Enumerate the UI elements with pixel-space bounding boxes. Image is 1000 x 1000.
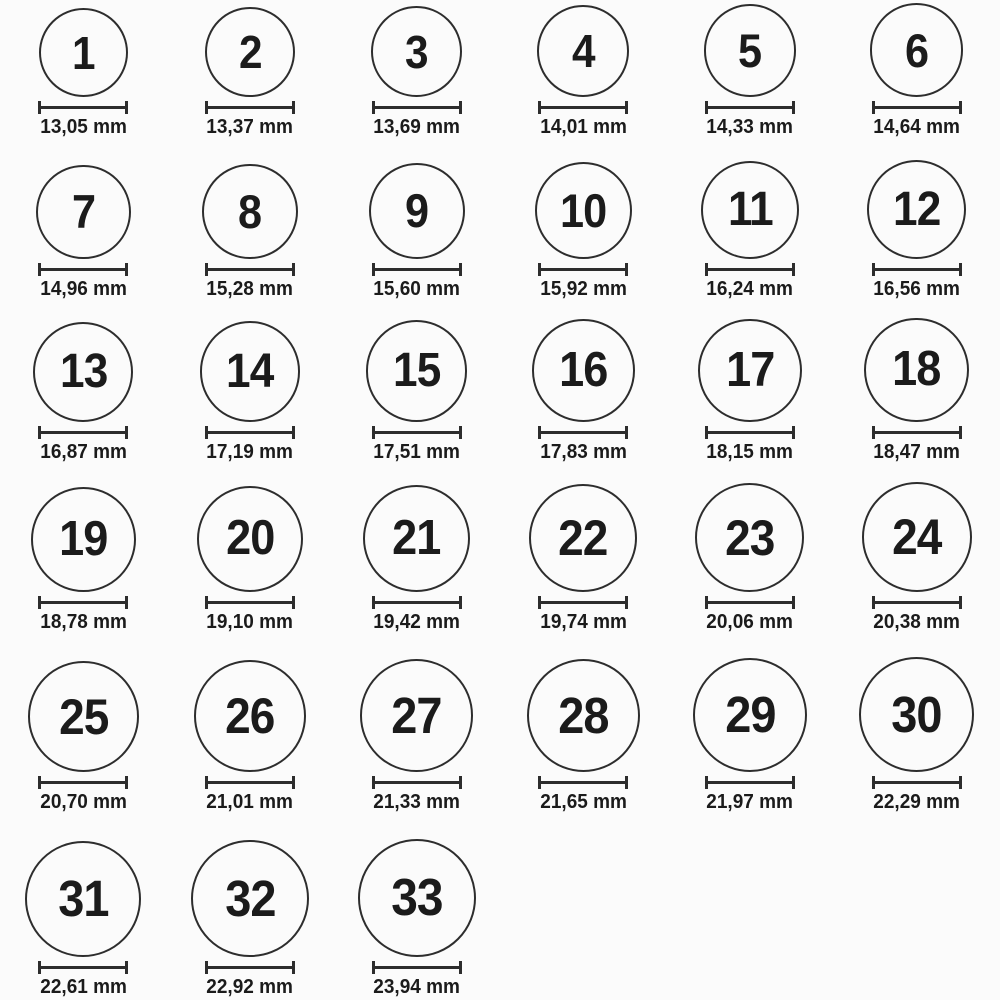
diameter-label: 22,92 mm <box>206 976 294 998</box>
ring-circle <box>200 321 301 422</box>
diameter-label: 20,38 mm <box>873 611 960 633</box>
ring-size-item <box>167 465 334 635</box>
ring-size-item <box>833 465 1000 635</box>
ring-size-item <box>0 302 167 465</box>
diameter-label: 19,10 mm <box>206 611 294 633</box>
diameter-label: 19,74 mm <box>539 611 627 633</box>
diameter-measure-line <box>538 431 628 434</box>
ring-circle <box>360 659 473 772</box>
ring-size-item <box>833 302 1000 465</box>
ring-circle <box>527 659 640 772</box>
diameter-label: 15,28 mm <box>206 278 294 300</box>
diameter-measure-line <box>38 966 128 969</box>
diameter-measure-line <box>372 106 462 109</box>
ring-size-number: 23 <box>725 509 775 566</box>
size-row <box>0 635 1000 815</box>
diameter-label: 20,70 mm <box>40 791 127 813</box>
ring-size-item <box>167 635 334 815</box>
diameter-label: 17,19 mm <box>206 441 294 463</box>
ring-size-item <box>333 140 500 302</box>
ring-size-number: 4 <box>571 25 595 78</box>
ring-size-number: 12 <box>892 182 941 236</box>
ring-size-number: 7 <box>71 185 95 239</box>
diameter-label: 14,33 mm <box>706 116 794 138</box>
ring-size-item <box>500 465 667 635</box>
ring-circle <box>31 487 136 592</box>
diameter-measure-line <box>205 781 295 784</box>
size-row <box>0 0 1000 140</box>
ring-circle <box>358 839 476 957</box>
ring-size-number: 1 <box>72 26 95 79</box>
diameter-measure-line <box>705 601 795 604</box>
ring-circle <box>695 483 804 592</box>
ring-size-number: 11 <box>727 182 773 236</box>
diameter-measure-line <box>705 106 795 109</box>
ring-circle <box>205 7 295 97</box>
ring-size-number: 26 <box>225 688 275 745</box>
diameter-measure-line <box>705 268 795 271</box>
ring-circle <box>194 660 306 772</box>
ring-size-item <box>167 815 334 1000</box>
ring-size-item <box>667 302 834 465</box>
ring-circle <box>363 485 470 592</box>
ring-size-item <box>0 635 167 815</box>
diameter-label: 19,42 mm <box>373 611 460 633</box>
ring-size-number: 20 <box>225 511 275 566</box>
ring-size-item <box>500 0 667 140</box>
ring-size-number: 27 <box>391 687 442 745</box>
diameter-label: 18,47 mm <box>873 441 960 463</box>
size-row <box>0 815 1000 1000</box>
diameter-label: 15,92 mm <box>539 278 627 300</box>
ring-circle <box>859 657 974 772</box>
diameter-measure-line <box>372 601 462 604</box>
ring-circle <box>698 319 802 423</box>
diameter-measure-line <box>872 781 962 784</box>
ring-circle <box>862 482 972 592</box>
ring-size-number: 32 <box>224 869 276 927</box>
diameter-measure-line <box>872 268 962 271</box>
diameter-label: 18,78 mm <box>40 611 127 633</box>
ring-size-item <box>833 140 1000 302</box>
ring-size-item <box>333 0 500 140</box>
ring-size-item <box>0 0 167 140</box>
diameter-measure-line <box>38 268 128 271</box>
diameter-label: 22,29 mm <box>873 791 960 813</box>
ring-size-item <box>667 0 834 140</box>
ring-circle <box>537 5 629 97</box>
size-row <box>0 140 1000 302</box>
ring-size-item <box>333 815 500 1000</box>
ring-circle <box>36 165 130 259</box>
diameter-label: 16,87 mm <box>40 441 127 463</box>
ring-size-item <box>333 465 500 635</box>
ring-size-number: 8 <box>238 184 262 238</box>
ring-circle <box>197 486 303 592</box>
diameter-measure-line <box>872 601 962 604</box>
ring-size-item <box>667 140 834 302</box>
diameter-label: 13,69 mm <box>373 116 460 138</box>
ring-circle <box>25 841 141 957</box>
ring-size-item <box>833 0 1000 140</box>
ring-circle <box>191 840 308 957</box>
diameter-label: 17,51 mm <box>373 441 460 463</box>
diameter-measure-line <box>38 106 128 109</box>
ring-circle <box>529 484 637 592</box>
ring-size-item <box>167 140 334 302</box>
diameter-measure-line <box>872 106 962 109</box>
diameter-measure-line <box>372 268 462 271</box>
ring-size-number: 31 <box>58 870 109 928</box>
ring-circle <box>366 320 468 422</box>
ring-size-number: 5 <box>738 24 762 78</box>
ring-size-item <box>667 465 834 635</box>
ring-circle <box>369 163 465 259</box>
ring-size-number: 18 <box>892 342 941 397</box>
ring-size-number: 28 <box>558 686 609 744</box>
diameter-measure-line <box>205 106 295 109</box>
ring-size-item <box>0 465 167 635</box>
ring-size-number: 33 <box>390 869 443 927</box>
diameter-measure-line <box>538 781 628 784</box>
diameter-measure-line <box>205 268 295 271</box>
diameter-measure-line <box>705 781 795 784</box>
ring-size-item <box>500 302 667 465</box>
diameter-measure-line <box>205 431 295 434</box>
diameter-label: 21,97 mm <box>706 791 794 813</box>
ring-size-item <box>500 140 667 302</box>
diameter-measure-line <box>38 781 128 784</box>
ring-size-number: 24 <box>891 509 942 566</box>
diameter-label: 13,05 mm <box>40 116 127 138</box>
ring-size-number: 29 <box>724 686 776 744</box>
ring-size-number: 2 <box>238 26 262 79</box>
ring-circle <box>371 6 462 97</box>
size-row <box>0 302 1000 465</box>
ring-size-number: 19 <box>59 511 108 566</box>
diameter-label: 21,65 mm <box>539 791 627 813</box>
diameter-measure-line <box>372 966 462 969</box>
diameter-label: 21,01 mm <box>206 791 294 813</box>
ring-size-item <box>667 635 834 815</box>
diameter-measure-line <box>872 431 962 434</box>
ring-size-number: 10 <box>560 183 607 237</box>
ring-size-number: 6 <box>905 23 929 77</box>
diameter-label: 18,15 mm <box>706 441 794 463</box>
diameter-measure-line <box>705 431 795 434</box>
diameter-label: 16,24 mm <box>706 278 794 300</box>
diameter-measure-line <box>538 268 628 271</box>
ring-circle <box>28 661 139 772</box>
diameter-label: 14,01 mm <box>539 116 627 138</box>
diameter-label: 17,83 mm <box>539 441 627 463</box>
ring-size-item <box>167 0 334 140</box>
ring-circle <box>693 658 807 772</box>
diameter-label: 20,06 mm <box>706 611 794 633</box>
diameter-label: 15,60 mm <box>373 278 460 300</box>
ring-size-item <box>333 302 500 465</box>
ring-circle <box>202 164 297 259</box>
ring-size-number: 22 <box>558 509 608 566</box>
diameter-measure-line <box>205 601 295 604</box>
ring-size-number: 30 <box>891 685 942 743</box>
ring-size-number: 15 <box>392 344 441 398</box>
ring-size-item <box>333 635 500 815</box>
diameter-measure-line <box>538 106 628 109</box>
ring-size-item <box>167 302 334 465</box>
ring-size-number: 9 <box>405 184 429 238</box>
diameter-label: 21,33 mm <box>373 791 460 813</box>
ring-size-number: 17 <box>725 342 775 397</box>
ring-circle <box>33 322 133 422</box>
diameter-measure-line <box>538 601 628 604</box>
diameter-label: 14,64 mm <box>873 116 960 138</box>
size-row <box>0 465 1000 635</box>
ring-circle <box>532 319 635 422</box>
diameter-label: 16,56 mm <box>873 278 960 300</box>
ring-circle <box>704 4 797 97</box>
ring-size-number: 3 <box>405 25 428 78</box>
ring-size-item <box>0 815 167 1000</box>
ring-size-number: 25 <box>58 688 108 745</box>
ring-circle <box>701 161 799 259</box>
diameter-measure-line <box>372 431 462 434</box>
ring-size-number: 13 <box>59 345 107 399</box>
ring-circle <box>870 3 964 97</box>
diameter-label: 22,61 mm <box>40 976 127 998</box>
ring-size-item <box>500 635 667 815</box>
diameter-measure-line <box>38 431 128 434</box>
ring-size-item <box>0 140 167 302</box>
ring-size-number: 21 <box>392 510 441 565</box>
diameter-measure-line <box>205 966 295 969</box>
ring-circle <box>867 160 966 259</box>
diameter-measure-line <box>38 601 128 604</box>
ring-size-number: 14 <box>226 344 274 398</box>
ring-circle <box>39 8 128 97</box>
ring-size-number: 16 <box>559 343 608 398</box>
diameter-measure-line <box>372 781 462 784</box>
ring-circle <box>535 162 632 259</box>
ring-circle <box>864 318 968 422</box>
ring-size-item <box>833 635 1000 815</box>
diameter-label: 23,94 mm <box>373 976 460 998</box>
diameter-label: 13,37 mm <box>206 116 294 138</box>
diameter-label: 14,96 mm <box>40 278 127 300</box>
